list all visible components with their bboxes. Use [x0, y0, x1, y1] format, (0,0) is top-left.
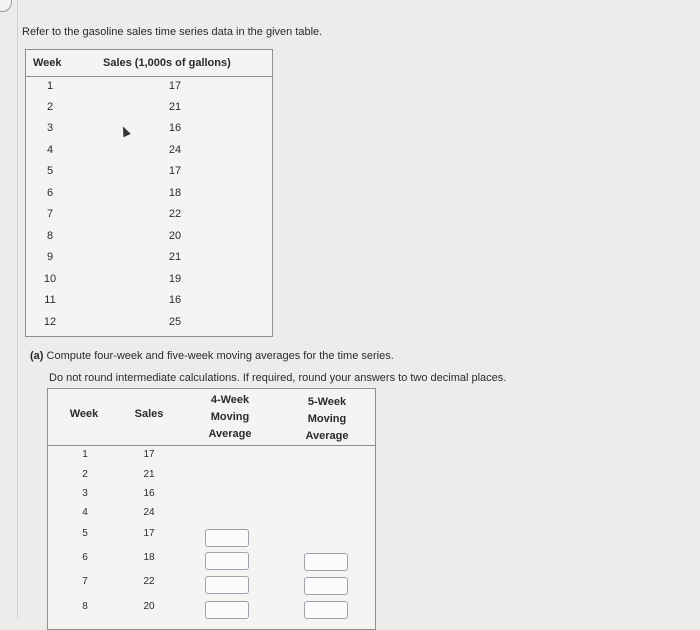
ma4-header: [198, 392, 262, 443]
table-row: [48, 469, 375, 490]
table-row: [26, 248, 272, 269]
ma4-week7-input[interactable]: [205, 576, 249, 594]
ma-week-header: Week: [69, 408, 99, 420]
question-a-label: (a): [30, 350, 44, 362]
week-cell: 1: [46, 80, 54, 92]
week-cell: 8: [82, 601, 88, 612]
table-row: [26, 205, 272, 226]
sales-cell: 20: [168, 230, 182, 242]
sales-cell: 16: [143, 488, 155, 499]
sales-cell: 16: [168, 122, 182, 134]
moving-average-header: [48, 389, 375, 446]
ma5-week6-input[interactable]: [304, 553, 348, 571]
sales-cell: 22: [143, 576, 155, 587]
table-row: [26, 77, 272, 98]
ma4-week5-input[interactable]: [205, 529, 249, 547]
week-cell: 7: [46, 208, 54, 220]
week-cell: 6: [82, 552, 88, 563]
week-cell: 9: [46, 251, 54, 263]
ma5-header: [295, 394, 359, 445]
question-radio[interactable]: [0, 0, 12, 12]
ma-sales-header: Sales: [134, 408, 164, 420]
week-cell: 3: [82, 488, 88, 499]
week-header: Week: [33, 57, 62, 69]
week-cell: 4: [82, 507, 88, 518]
week-cell: 10: [43, 273, 57, 285]
ma5-week8-input[interactable]: [304, 601, 348, 619]
table-row: [26, 184, 272, 205]
week-cell: 5: [46, 165, 54, 177]
week-cell: 7: [82, 576, 88, 587]
week-cell: 2: [46, 101, 54, 113]
sales-cell: 17: [168, 80, 182, 92]
sales-cell: 21: [143, 469, 155, 480]
table-row: [26, 162, 272, 183]
left-divider: [17, 0, 18, 619]
week-cell: 1: [82, 449, 88, 460]
sales-cell: 18: [143, 552, 155, 563]
sales-table: [25, 49, 273, 337]
table-row: [26, 227, 272, 248]
rounding-note: Do not round intermediate calculations. If required, round your answers to two decimal places.: [49, 372, 507, 384]
ma5-week7-input[interactable]: [304, 577, 348, 595]
week-cell: 12: [43, 316, 57, 328]
table-row: [48, 449, 375, 470]
sales-cell: 17: [143, 528, 155, 539]
sales-cell: 20: [143, 601, 155, 612]
sales-cell: 18: [168, 187, 182, 199]
ma5-header-line3: Average: [305, 430, 349, 442]
sales-cell: 25: [168, 316, 182, 328]
ma4-week6-input[interactable]: [205, 552, 249, 570]
ma4-week8-input[interactable]: [205, 601, 249, 619]
sales-table-header: [26, 50, 272, 77]
ma4-header-line3: Average: [208, 428, 252, 440]
table-row: [48, 488, 375, 509]
ma4-header-line2: Moving: [210, 411, 250, 423]
week-cell: 11: [44, 294, 56, 306]
sales-cell: 21: [168, 101, 182, 113]
sales-cell: 17: [168, 165, 182, 177]
week-cell: 4: [46, 144, 54, 156]
sales-cell: 24: [168, 144, 182, 156]
ma4-header-line1: 4-Week: [210, 394, 250, 406]
ma5-header-line2: Moving: [307, 413, 347, 425]
table-row: [26, 313, 272, 334]
ma5-header-line1: 5-Week: [307, 396, 347, 408]
week-cell: 8: [46, 230, 54, 242]
sales-cell: 24: [143, 507, 155, 518]
moving-average-table: [47, 388, 376, 630]
intro-text: Refer to the gasoline sales time series data in the given table.: [22, 26, 323, 38]
table-row: [26, 98, 272, 119]
week-cell: 3: [46, 122, 54, 134]
week-cell: 2: [82, 469, 88, 480]
sales-header: Sales (1,000s of gallons): [103, 57, 231, 69]
table-row: [26, 141, 272, 162]
sales-cell: 19: [168, 273, 182, 285]
sales-cell: 17: [143, 449, 155, 460]
week-cell: 5: [82, 528, 88, 539]
question-a-text: Compute four-week and five-week moving averages for the time series.: [46, 350, 394, 362]
question-a: [30, 350, 394, 362]
week-cell: 6: [46, 187, 54, 199]
table-row: [48, 507, 375, 528]
sales-cell: 21: [168, 251, 182, 263]
table-row: [26, 270, 272, 291]
table-row: [26, 291, 272, 312]
table-row: [26, 119, 272, 140]
sales-cell: 16: [168, 294, 182, 306]
sales-cell: 22: [168, 208, 182, 220]
